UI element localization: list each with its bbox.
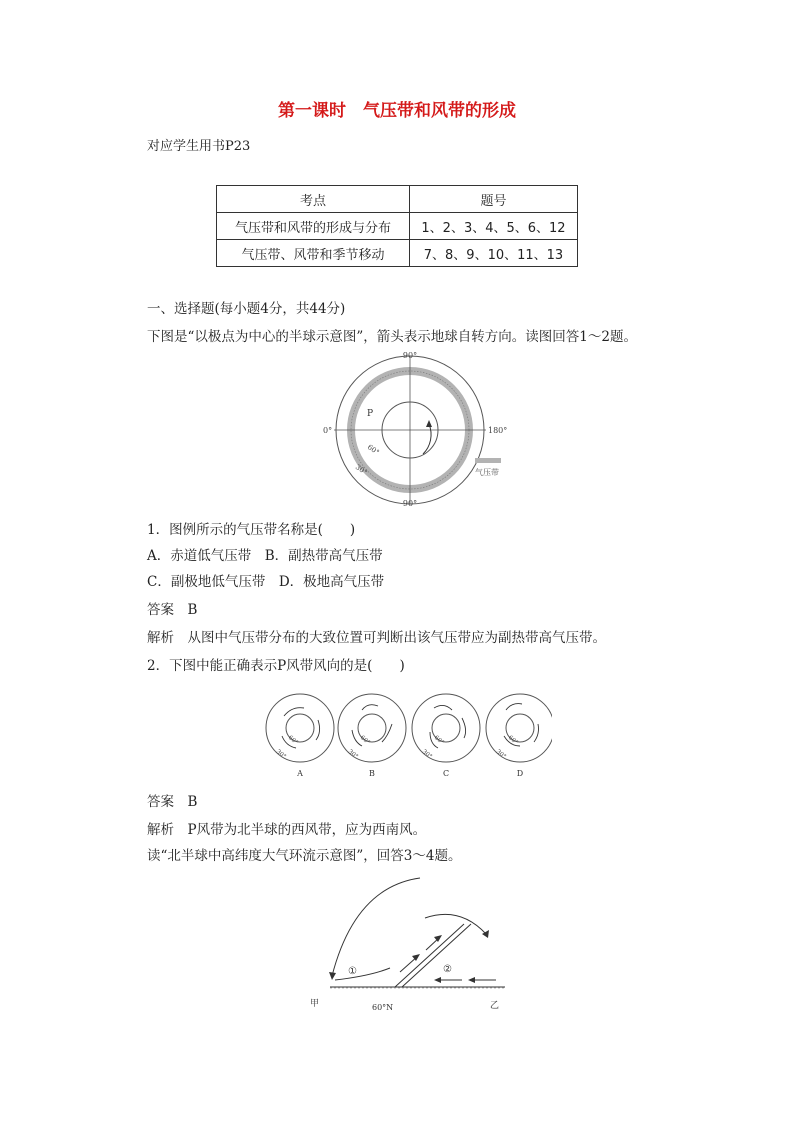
option-d-diagram (486, 694, 552, 778)
option-c-label: C (442, 769, 450, 778)
circulation-diagram (300, 872, 530, 1017)
page-title: 第一课时 气压带和风带的形成 (278, 101, 516, 121)
svg-text:30°: 30° (420, 748, 434, 761)
table-row (217, 213, 578, 240)
question-intro: 下图是“以极点为中心的半球示意图”，箭头表示地球自转方向。读图回答1～2题。 (147, 329, 637, 345)
question-1-stem: 1．图例所示的气压带名称是( ) (147, 522, 356, 538)
label-60: 60° (365, 443, 381, 457)
label-90-top: 90° (402, 351, 418, 360)
label-circle-1: ① (348, 966, 357, 977)
table-header: 题号 (410, 186, 578, 213)
svg-text:60°: 60° (286, 734, 300, 747)
table-cell: 1、2、3、4、5、6、12 (410, 213, 578, 240)
question-2-analysis: 解析 P风带为北半球的西风带，应为西南风。 (147, 822, 427, 838)
label-jia: 甲 (310, 999, 320, 1009)
label-30: 30° (353, 463, 369, 477)
option-b-diagram (338, 694, 406, 778)
section-heading: 一、选择题(每小题4分，共44分) (147, 301, 346, 317)
table-header-row (217, 186, 578, 213)
label-circle-2: ② (443, 964, 452, 975)
svg-text:60°: 60° (432, 734, 446, 747)
label-60n: 60°N (372, 1003, 394, 1012)
wind-direction-options (262, 690, 552, 778)
question-1-options-cd: C．副极地低气压带 D．极地高气压带 (147, 574, 385, 590)
question-1-analysis: 解析 从图中气压带分布的大致位置可判断出该气压带应为副热带高气压带。 (147, 630, 606, 646)
option-a-diagram (266, 694, 334, 778)
legend-swatch (475, 458, 501, 463)
legend-label: 气压带 (475, 468, 499, 477)
label-180: 180° (488, 426, 508, 435)
question-2-stem: 2．下图中能正确表示P风带风向的是( ) (147, 658, 405, 674)
label-yi: 乙 (490, 1001, 500, 1011)
question-1-options-ab: A．赤道低气压带 B．副热带高气压带 (147, 548, 383, 564)
question-2-answer: 答案 B (147, 794, 198, 810)
textbook-reference: 对应学生用书P23 (147, 139, 251, 154)
table-cell: 气压带、风带和季节移动 (217, 240, 410, 267)
hemisphere-diagram (305, 350, 525, 510)
option-d-label: D (516, 769, 524, 778)
label-90-bottom: 90° (402, 499, 418, 508)
topic-table (216, 185, 578, 267)
table-cell: 7、8、9、10、11、13 (410, 240, 578, 267)
svg-text:60°: 60° (506, 734, 520, 747)
option-b-label: B (369, 769, 375, 778)
question-1-answer: 答案 B (147, 602, 198, 618)
option-a-label: A (297, 769, 303, 778)
table-cell: 气压带和风带的形成与分布 (217, 213, 410, 240)
option-c-diagram (412, 694, 480, 778)
table-header: 考点 (217, 186, 410, 213)
svg-text:30°: 30° (274, 748, 288, 761)
svg-text:60°: 60° (358, 734, 372, 747)
label-p: P (367, 409, 374, 419)
svg-text:30°: 30° (494, 748, 508, 761)
question-3-4-intro: 读“北半球中高纬度大气环流示意图”，回答3～4题。 (147, 848, 462, 864)
label-0: 0° (323, 426, 333, 435)
table-row (217, 240, 578, 267)
svg-text:30°: 30° (346, 748, 360, 761)
